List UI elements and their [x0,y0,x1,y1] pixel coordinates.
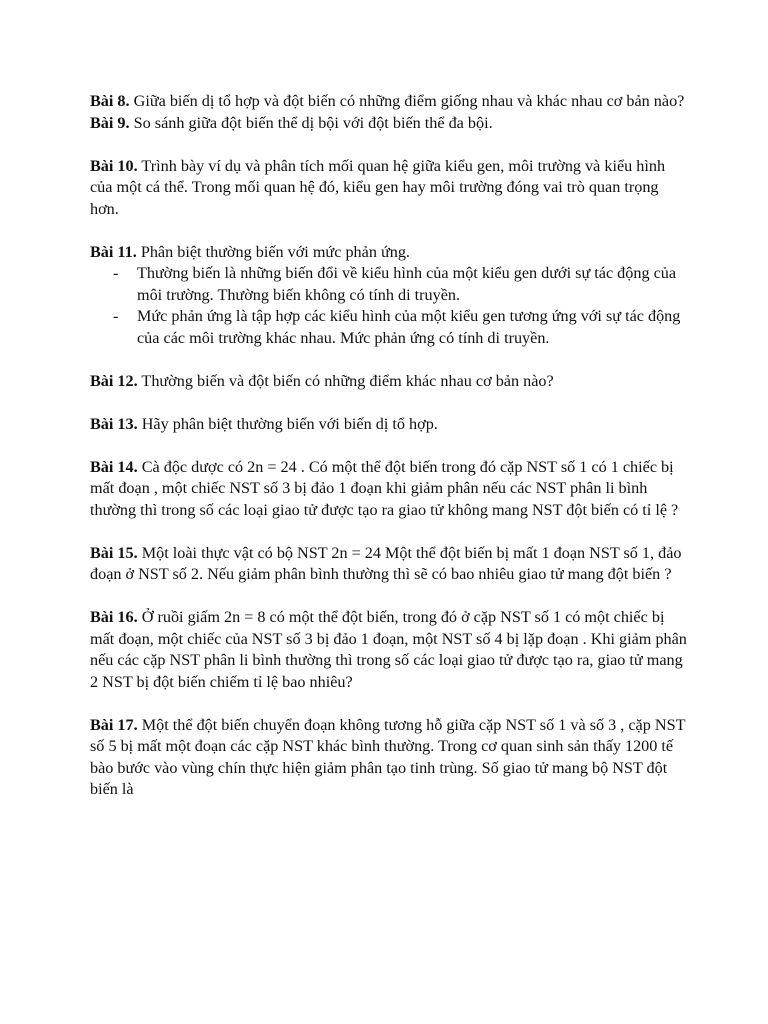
list-item-text: Thường biến là những biến đổi về kiểu hình của một kiểu gen dưới sự tác động của môi trường. Thường biến không có tính di truyền. [137,264,677,304]
problem-12 [90,371,690,393]
paragraph-gap [90,220,690,242]
problem-text: Một thể đột biến chuyển đoạn không tương hỗ giữa cặp NST số 1 và số 3 , cặp NST số 5 bị mất một đoạn các cặp NST khác bình thường. Trong cơ quan sinh sản thấy 1200 tế bào bước vào vùng chín thực hiện giảm phân tạo tinh trùng. Số giao tử mang bộ NST đột biến là [90,715,686,798]
problem-label: Bài 15. [90,543,138,562]
problem-label: Bài 8. [90,92,130,110]
problem-16 [90,607,690,693]
problem-label: Bài 17. [90,715,138,734]
list-item [90,263,690,306]
problem-15 [90,543,690,586]
paragraph-gap [90,134,690,156]
paragraph-gap [90,693,690,715]
problem-text: So sánh giữa đột biến thể dị bội với đột biến thể đa bội. [129,113,493,132]
problem-label: Bài 9. [90,113,130,132]
paragraph-gap [90,435,690,457]
problem-label: Bài 10. [90,156,138,175]
problem-label: Bài 13. [90,414,138,433]
problem-text: Hãy phân biệt thường biến với biến dị tổ hợp. [137,414,438,433]
problem-17 [90,715,690,801]
problem-text: Cà độc dược có 2n = 24 . Có một thể đột biến trong đó cặp NST số 1 có 1 chiếc bị mất đoạn , một chiếc NST số 3 bị đảo 1 đoạn khi giảm phân nếu các NST phân li bình thường thì trong số các loại giao tử được tạo ra giao tử không mang NST đột biến có tỉ lệ ? [90,457,679,519]
problem-label: Bài 11. [90,242,137,261]
problem-label: Bài 12. [90,371,138,390]
problem-11-list [90,263,690,349]
dash-bullet: - [113,307,119,325]
paragraph-gap [90,521,690,543]
document-page [90,91,690,801]
list-item-text: Mức phản ứng là tập hợp các kiểu hình của một kiểu gen tương ứng với sự tác động của các môi trường khác nhau. Mức phản ứng có tính di truyền. [137,307,681,347]
problem-10 [90,156,690,221]
problem-text: Trình bày ví dụ và phân tích mối quan hệ giữa kiểu gen, môi trường và kiểu hình của một cá thể. Trong mối quan hệ đó, kiểu gen hay môi trường đóng vai trò quan trọng hơn. [90,156,666,218]
problem-text: Ở ruồi giấm 2n = 8 có một thể đột biến, trong đó ở cặp NST số 1 có một chiếc bị mất đoạn, một chiếc của NST số 3 bị đảo 1 đoạn, một NST số 4 bị lặp đoạn . Khi giảm phân nếu các cặp NST phân li bình thường thì trong số các loại giao tử được tạo ra, giao tử mang 2 NST bị đột biến chiếm tỉ lệ bao nhiêu? [90,608,687,691]
problem-14 [90,457,690,522]
dash-bullet: - [113,264,119,282]
paragraph-gap [90,392,690,414]
problem-text: Thường biến và đột biến có những điểm khác nhau cơ bản nào? [137,371,554,390]
problem-text: Phân biệt thường biến với mức phản ứng. [136,242,410,261]
problem-11 [90,242,690,264]
paragraph-gap [90,349,690,371]
problem-9 [90,113,690,135]
problem-13 [90,414,690,436]
problem-text: Một loài thực vật có bộ NST 2n = 24 Một thể đột biến bị mất 1 đoạn NST số 1, đảo đoạn ở NST số 2. Nếu giảm phân bình thường thì sẽ có bao nhiêu giao tử mang đột biến ? [90,543,682,583]
list-item [90,306,690,349]
paragraph-gap [90,586,690,608]
problem-8 [90,91,690,113]
problem-text: Giữa biến dị tổ hợp và đột biến có những điểm giống nhau và khác nhau cơ bản nào? [129,92,685,110]
problem-label: Bài 16. [90,608,138,626]
problem-label: Bài 14. [90,457,138,476]
